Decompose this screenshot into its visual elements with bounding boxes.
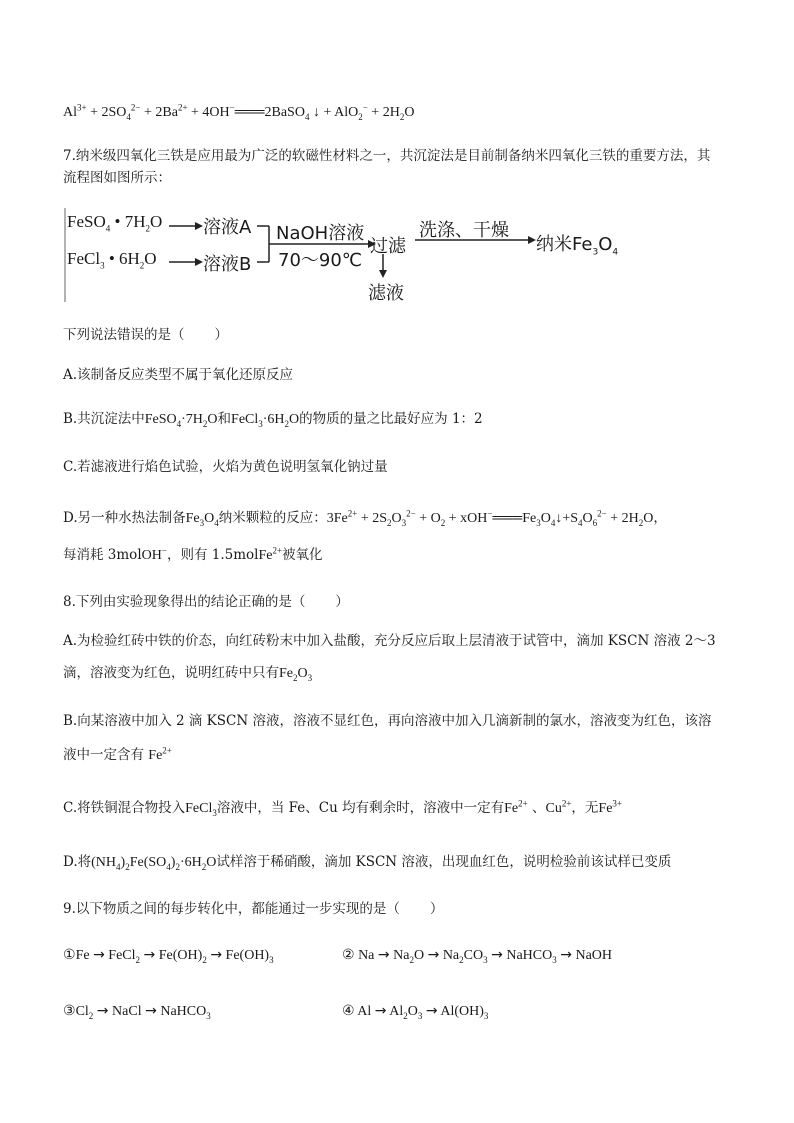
q7-option-b: B.共沉淀法中$FeSO_4\cdot 7H_2O$和$FeCl_3\cdot 6H_2O$的物质的量之比最好应为 1：2: [63, 411, 483, 429]
q7-line2: 流程图如图所示：: [63, 170, 171, 186]
q7-option-c: C.若滤液进行焰色试验，火焰为黄色说明氢氧化钠过量: [63, 459, 388, 475]
q8-option-a-line1: A.为检验红砖中铁的价态，向红砖粉末中加入盐酸，充分反应后取上层清液于试管中，滴加 KSCN 溶液 2～3: [63, 633, 716, 649]
q7-line1: 7.纳米级四氧化三铁是应用最为广泛的软磁性材料之一，共沉淀法是目前制备纳米四氧化三铁的重要方法，其: [63, 148, 711, 164]
q8-stem: 8.下列由实验现象得出的结论正确的是（ ）: [63, 594, 349, 610]
flow-diagram: [63, 206, 663, 306]
filter-step: 过滤: [370, 236, 406, 257]
q8-option-d: D.将$(NH_4)_2Fe(SO_4)_2\cdot 6H_2O$试样溶于稀硝酸，滴加 KSCN 溶液，出现血红色，说明检验前该试样已变质: [63, 854, 672, 872]
equation-ba-so4: $Al^{3+} + 2SO_4^{2-} + 2Ba^{2+}$ + 4OH−═══2BaSO$_4$ ↓ + $AlO_2^- + 2H_2O$: [63, 102, 415, 122]
q8-option-c: C.将铁铜混合物投入FeCl$_3$溶液中，当 Fe、Cu 均有剩余时，溶液中一定有$Fe^{2+}$ 、$Cu^{2+}$，无$Fe^{3+}$: [63, 798, 622, 818]
q9-option-3: $③Cl_2$ → NaCl → NaHCO$_3$: [63, 1003, 211, 1021]
q7-option-d-line2: 每消耗 3molOH−，则有 1.5molFe$^{2+}$被氧化: [63, 545, 323, 563]
q8-option-a-line2: 滴，溶液变为红色，说明红砖中只有$Fe_2O_3$: [63, 665, 313, 683]
q9-option-4: ④ $Al \to Al_2O_3 \to Al(OH)_3$: [342, 1003, 489, 1021]
temperature: 70～90℃: [278, 250, 363, 271]
solution-b: 溶液B: [203, 254, 252, 275]
wash-dry-step: 洗涤、干燥: [419, 220, 509, 241]
q7-option-d: D.另一种水热法制备$Fe_3O_4$纳米颗粒的反应：$3Fe^{2+} + 2S_2O_3^{2-} + O_2$ + $xOH^-═══Fe_3O_4↓+S_4O_6^{2-} + 2H_2O$，: [63, 508, 667, 528]
fecl3-label: FeCl$_3$ • $6H_2O$: [67, 249, 157, 271]
filtrate: 滤液: [368, 283, 404, 304]
nano-fe3o4: 纳米$Fe_3O_4$: [536, 234, 619, 258]
feso4-label: FeSO$_4$ • $7H_2O$: [67, 212, 163, 234]
q9-option-1: ①Fe → FeCl$_2$ → $Fe(OH)_2 \to Fe(OH)_3$: [63, 947, 274, 965]
q7-option-a: A.该制备反应类型不属于氧化还原反应: [63, 367, 294, 383]
q9-option-2: ② $Na \to Na_2O \to Na_2CO_3$ → NaHCO$_3$ → NaOH: [342, 947, 612, 965]
q7-stem: 下列说法错误的是（ ）: [63, 327, 228, 343]
q9-stem: 9.以下物质之间的每步转化中，都能通过一步实现的是（ ）: [63, 901, 444, 917]
q8-option-b-line1: B.向某溶液中加入 2 滴 KSCN 溶液，溶液不显红色，再向溶液中加入几滴新制的氯水，溶液变为红色，该溶: [63, 713, 712, 729]
q8-option-b-line2: 液中一定含有 $Fe^{2+}$: [63, 745, 172, 763]
solution-a: 溶液A: [203, 217, 252, 238]
naoh-solution: NaOH溶液: [276, 223, 365, 244]
